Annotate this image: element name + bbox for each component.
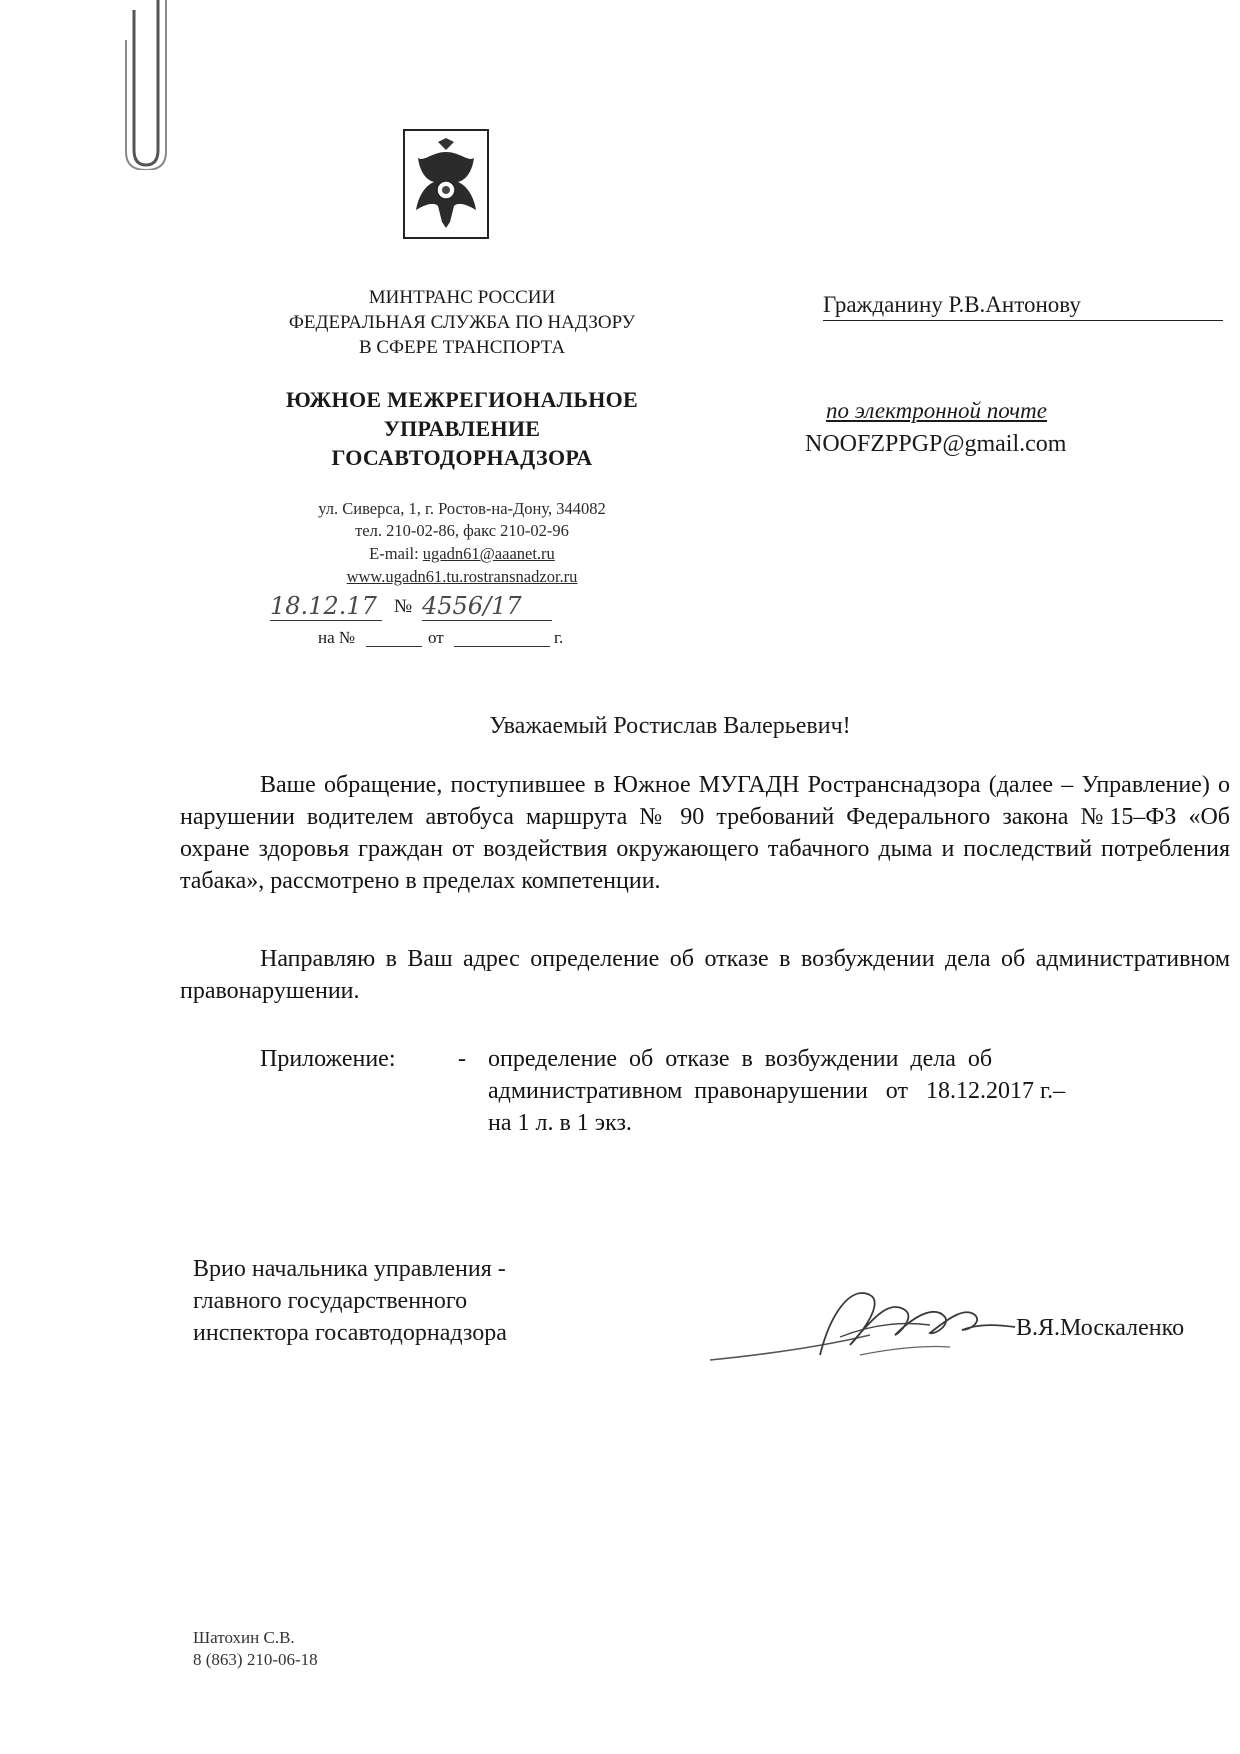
- signatory-title-line3: инспектора госавтодорнадзора: [193, 1320, 507, 1346]
- reference-year: г.: [554, 628, 564, 647]
- email-line: [232, 543, 692, 564]
- reference-from: от: [428, 628, 444, 647]
- attachment-line1: определение об отказе в возбуждении дела об: [488, 1046, 993, 1072]
- address: ул. Сиверса, 1, г. Ростов-на-Дону, 344082: [318, 499, 606, 518]
- attachment-label: Приложение:: [260, 1046, 396, 1072]
- email-link[interactable]: ugadn61@aaanet.ru: [422, 544, 555, 563]
- phone-fax: тел. 210-02-86, факс 210-02-96: [355, 521, 569, 540]
- website-link[interactable]: www.ugadn61.tu.rostransnadzor.ru: [346, 567, 578, 586]
- paragraph-direction: Направляю в Ваш адрес определение об отказе в возбуждении дела об административном правонарушении.: [180, 946, 1230, 1004]
- recipient-email[interactable]: NOOFZPPGP@gmail.com: [805, 431, 1067, 457]
- service-name-line2: В СФЕРЕ ТРАНСПОРТА: [358, 337, 566, 358]
- department-name-line3: ГОСАВТОДОРНАДЗОРА: [331, 445, 593, 470]
- signatory-title-line1: Врио начальника управления -: [193, 1256, 506, 1282]
- signatory-title-line2: главного государственного: [193, 1288, 468, 1314]
- registration-number-label: №: [394, 596, 413, 617]
- registration-date-handwritten: 18.12.17: [270, 592, 382, 621]
- website-line: [232, 566, 692, 587]
- ministry-name: МИНТРАНС РОССИИ: [368, 287, 556, 308]
- registration-line: [270, 592, 640, 624]
- attachment-dash: -: [458, 1046, 466, 1072]
- attachment-line3: на 1 л. в 1 экз.: [488, 1110, 632, 1136]
- signatory-name: В.Я.Москаленко: [1016, 1315, 1185, 1341]
- executor-name: Шатохин С.В.: [193, 1628, 295, 1647]
- reference-line: [318, 628, 618, 654]
- salutation: Уважаемый Ростислав Валерьевич!: [489, 713, 851, 739]
- email-label: E-mail:: [369, 544, 423, 563]
- handwritten-signature: [700, 1255, 1030, 1375]
- reference-number-blank: [366, 646, 422, 647]
- paragraph-appeal: Ваше обращение, поступившее в Южное МУГАДН Ространснадзора (далее – Управление) о нарушении водителем автобуса маршрута № 90 требований Федерального закона №15–ФЗ «Об охране здоровья граждан от воздействия окружающего табачного дыма и последствий потребления табака», рассмотрено в пределах компетенции.: [180, 772, 1230, 894]
- registration-number-handwritten: 4556/17: [422, 592, 552, 621]
- recipient-name: Гражданину Р.В.Антонову: [823, 292, 1223, 321]
- paper-clip-icon: [118, 0, 174, 170]
- reference-prefix: на №: [318, 628, 356, 647]
- department-name-line2: УПРАВЛЕНИЕ: [383, 416, 541, 441]
- reference-date-blank: [454, 646, 550, 647]
- attachment-line2: административном правонарушении от 18.12.2017 г.–: [488, 1078, 1066, 1104]
- service-name-line1: ФЕДЕРАЛЬНАЯ СЛУЖБА ПО НАДЗОРУ: [288, 312, 636, 333]
- coat-of-arms-icon: [402, 128, 490, 240]
- delivery-method: по электронной почте: [826, 398, 1047, 423]
- department-name-line1: ЮЖНОЕ МЕЖРЕГИОНАЛЬНОЕ: [285, 387, 639, 412]
- executor-phone: 8 (863) 210-06-18: [193, 1650, 318, 1669]
